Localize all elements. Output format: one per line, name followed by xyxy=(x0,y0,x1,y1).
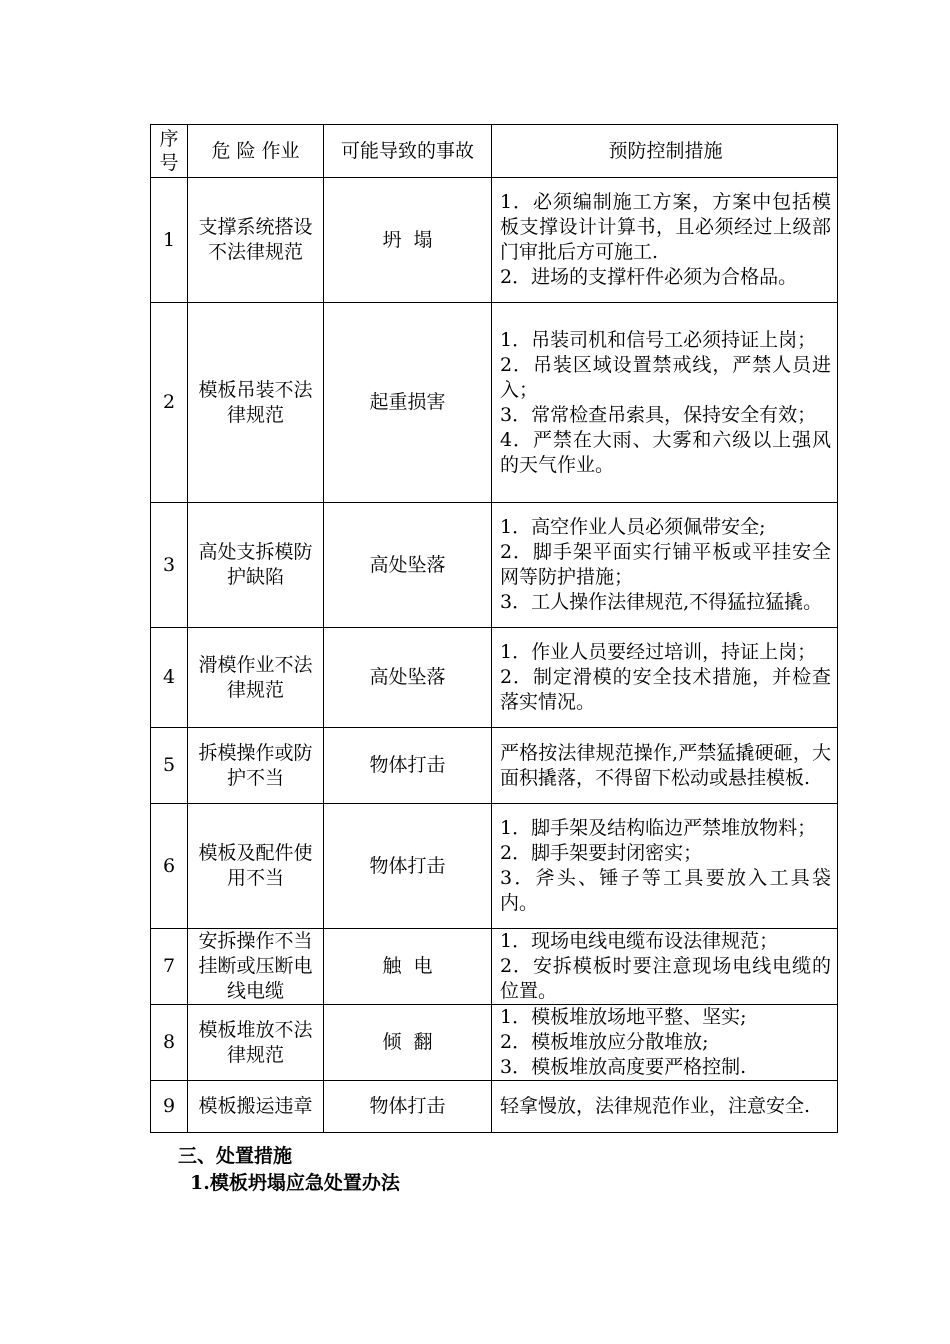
measure-line: 轻拿慢放，法律规范作业，注意安全. xyxy=(500,1095,811,1117)
measure-line: 2．制定滑模的安全技术措施，并检查落实情况。 xyxy=(500,666,831,713)
row-task: 模板堆放不法律规范 xyxy=(188,1005,324,1081)
row-task: 模板搬运违章 xyxy=(188,1081,324,1133)
row-task: 模板吊装不法律规范 xyxy=(188,303,324,503)
row-seq: 1 xyxy=(151,178,188,303)
table-row xyxy=(151,1081,838,1133)
row-accident: 触 电 xyxy=(324,929,492,1005)
row-seq: 6 xyxy=(151,804,188,929)
measure-line: 2．安拆模板时要注意现场电线电缆的位置。 xyxy=(500,955,831,1002)
row-seq: 2 xyxy=(151,303,188,503)
row-seq: 8 xyxy=(151,1005,188,1081)
measure-line: 1．吊装司机和信号工必须持证上岗； xyxy=(500,328,817,351)
row-task: 高处支拆模防护缺陷 xyxy=(188,503,324,628)
table-row xyxy=(151,804,838,929)
row-measures xyxy=(492,503,838,628)
measure-line: 1．脚手架及结构临边严禁堆放物料； xyxy=(500,817,817,839)
table-row xyxy=(151,728,838,804)
row-measures xyxy=(492,929,838,1005)
hazard-control-table xyxy=(150,124,838,1133)
row-accident: 高处坠落 xyxy=(324,503,492,628)
row-task: 拆模操作或防护不当 xyxy=(188,728,324,804)
table-row xyxy=(151,1005,838,1081)
measure-line: 1．必须编制施工方案，方案中包括模板支撑设计计算书，且必须经过上级部门审批后方可施工. xyxy=(500,191,831,263)
row-measures xyxy=(492,178,838,303)
sub-title: 1.模板坍塌应急处置办法 xyxy=(190,1172,400,1194)
measure-line: 2．进场的支撑杆件必须为合格品。 xyxy=(500,266,798,288)
measure-line: 3．斧头、锤子等工具要放入工具袋内。 xyxy=(500,867,831,914)
row-accident: 物体打击 xyxy=(324,728,492,804)
table-header-row xyxy=(151,125,838,178)
measure-line: 1．模板堆放场地平整、坚实; xyxy=(500,1006,747,1028)
table-row xyxy=(151,628,838,728)
measure-line: 严格按法律规范操作,严禁猛撬硬砸，大面积撬落，不得留下松动或悬挂模板. xyxy=(500,741,831,789)
measure-line: 3．模板堆放高度要严格控制. xyxy=(500,1056,747,1078)
row-seq: 9 xyxy=(151,1081,188,1133)
row-accident: 物体打击 xyxy=(324,804,492,929)
row-task: 支撑系统搭设不法律规范 xyxy=(188,178,324,303)
header-task: 危 险 作业 xyxy=(188,125,324,178)
row-seq: 7 xyxy=(151,929,188,1005)
header-accident: 可能导致的事故 xyxy=(324,125,492,178)
measure-line: 2．脚手架平面实行铺平板或平挂安全网等防护措施； xyxy=(500,541,831,588)
row-measures xyxy=(492,303,838,503)
row-measures xyxy=(492,1081,838,1133)
measure-line: 1．高空作业人员必须佩带安全; xyxy=(500,516,766,538)
row-task: 安拆操作不当挂断或压断电线电缆 xyxy=(188,929,324,1005)
row-accident: 物体打击 xyxy=(324,1081,492,1133)
row-measures xyxy=(492,1005,838,1081)
row-seq: 5 xyxy=(151,728,188,804)
row-accident: 倾 翻 xyxy=(324,1005,492,1081)
measure-line: 2．脚手架要封闭密实； xyxy=(500,842,703,864)
table-row xyxy=(151,178,838,303)
table-row xyxy=(151,303,838,503)
measure-line: 1．现场电线电缆布设法律规范； xyxy=(500,930,779,952)
section-title: 三、处置措施 xyxy=(178,1145,293,1167)
measure-line: 4．严禁在大雨、大雾和六级以上强风的天气作业。 xyxy=(500,428,831,476)
table-row xyxy=(151,503,838,628)
row-accident: 起重损害 xyxy=(324,303,492,503)
table-row xyxy=(151,929,838,1005)
row-measures xyxy=(492,628,838,728)
row-seq: 4 xyxy=(151,628,188,728)
row-task: 模板及配件使用不当 xyxy=(188,804,324,929)
row-seq: 3 xyxy=(151,503,188,628)
row-accident: 高处坠落 xyxy=(324,628,492,728)
measure-line: 2．模板堆放应分散堆放; xyxy=(500,1031,709,1053)
measure-line: 1．作业人员要经过培训，持证上岗； xyxy=(500,641,817,663)
measure-line: 3．工人操作法律规范,不得猛拉猛撬。 xyxy=(500,591,823,613)
header-measures: 预防控制措施 xyxy=(492,125,838,178)
row-measures xyxy=(492,804,838,929)
row-accident: 坍 塌 xyxy=(324,178,492,303)
row-task: 滑模作业不法律规范 xyxy=(188,628,324,728)
row-measures xyxy=(492,728,838,804)
measure-line: 3．常常检查吊索具，保持安全有效； xyxy=(500,403,817,426)
header-seq: 序号 xyxy=(151,125,188,178)
measure-line: 2．吊装区域设置禁戒线，严禁人员进入； xyxy=(500,353,831,401)
